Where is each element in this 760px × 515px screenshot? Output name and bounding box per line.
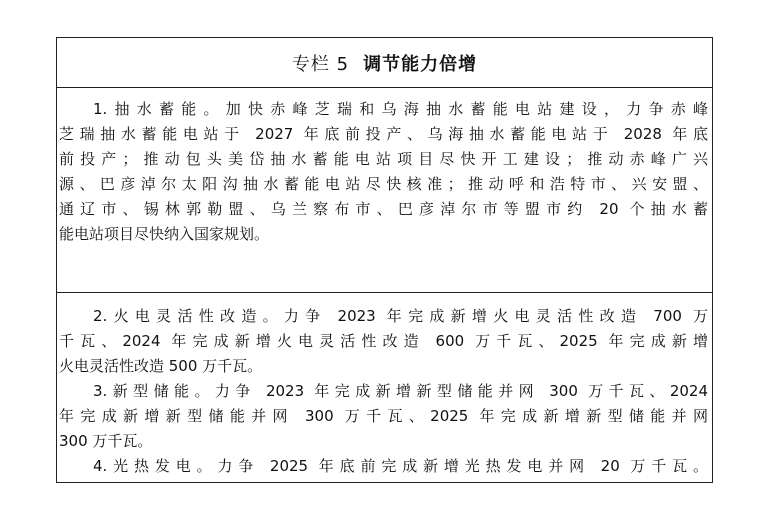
paragraph-line: 源、巴彦淖尔太阳沟抽水蓄能电站尽快核准；推动呼和浩特市、兴安盟、 bbox=[59, 175, 708, 193]
paragraph-line: 4.光热发电。力争 2025 年底前完成新增光热发电并网 20 万千瓦。 bbox=[93, 457, 708, 475]
paragraph-line: 能电站项目尽快纳入国家规划。 bbox=[59, 225, 270, 243]
paragraph-line: 300 万千瓦。 bbox=[59, 432, 153, 450]
column-box bbox=[56, 37, 713, 483]
paragraph-line: 年完成新增新型储能并网 300 万千瓦、2025 年完成新增新型储能并网 bbox=[59, 407, 708, 425]
paragraph-line: 3.新型储能。力争 2023 年完成新增新型储能并网 300 万千瓦、2024 bbox=[93, 382, 708, 400]
paragraph-line: 火电灵活性改造 500 万千瓦。 bbox=[59, 357, 263, 375]
column-title-text: 调节能力倍增 bbox=[363, 53, 478, 75]
column-title-number: 专栏 5 bbox=[291, 53, 350, 75]
paragraph-line: 通辽市、锡林郭勒盟、乌兰察布市、巴彦淖尔市等盟市约 20 个抽水蓄 bbox=[59, 200, 708, 218]
section-pumped-storage bbox=[57, 88, 712, 293]
paragraph-line: 千瓦、2024 年完成新增火电灵活性改造 600 万千瓦、2025 年完成新增 bbox=[59, 332, 708, 350]
paragraph-line: 前投产；推动包头美岱抽水蓄能电站项目尽快开工建设；推动赤峰广兴 bbox=[59, 150, 708, 168]
section-flexibility-storage-solar bbox=[57, 293, 712, 482]
paragraph-line: 2.火电灵活性改造。力争 2023 年完成新增火电灵活性改造 700 万 bbox=[93, 307, 708, 325]
column-title bbox=[57, 38, 712, 88]
paragraph-line: 芝瑞抽水蓄能电站于 2027 年底前投产、乌海抽水蓄能电站于 2028 年底 bbox=[59, 125, 708, 143]
paragraph-line: 1.抽水蓄能。加快赤峰芝瑞和乌海抽水蓄能电站建设，力争赤峰 bbox=[93, 100, 708, 118]
